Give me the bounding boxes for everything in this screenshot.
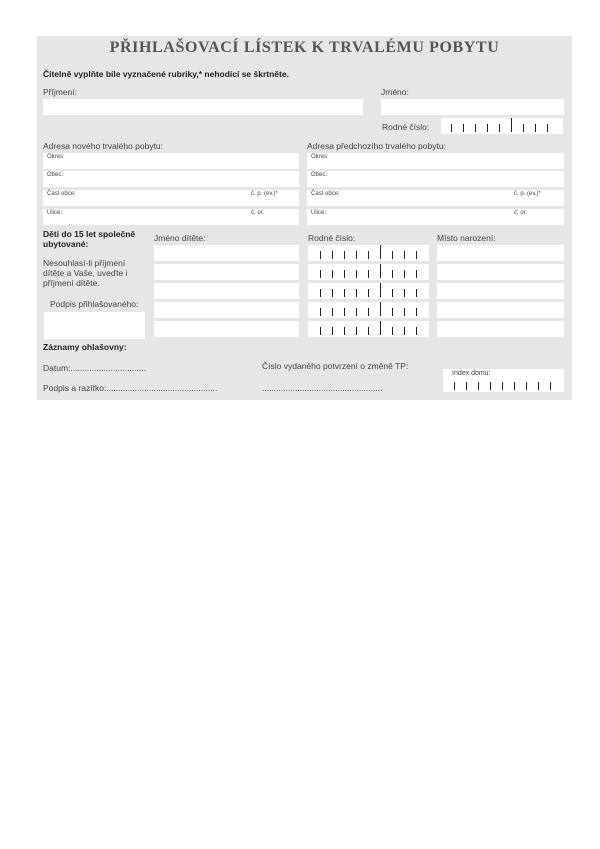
surname-input[interactable] [43,99,363,115]
child-name-col: Jméno dítěte: [154,233,206,243]
new-street-input[interactable] [43,209,299,225]
new-orient-no-label: č. or. [251,210,265,216]
house-index-label: Index domu: [452,370,491,377]
name-input[interactable] [381,99,564,115]
new-part-input[interactable] [43,190,299,206]
surname-label: Příjmení: [43,87,78,97]
tp-number-label: Číslo vydaného potvrzení o změně TP: [262,361,409,371]
new-municipality-label: Obec: [47,172,64,178]
new-district-label: Okres: [47,154,65,160]
prev-street-input[interactable] [307,209,564,225]
child-birthplace-input[interactable] [437,321,564,337]
child-birthplace-input[interactable] [437,264,564,280]
child-birthplace-input[interactable] [437,283,564,299]
prev-house-no-label: č. p. (ev.)* [514,191,541,197]
child-name-input[interactable] [154,245,299,261]
records-heading: Záznamy ohlašovny: [43,342,127,352]
child-birth-number-input[interactable] [308,302,429,318]
children-heading: Děti do 15 let společně ubytované: [43,229,136,249]
registration-form [37,36,572,400]
prev-municipality-label: Obec: [311,172,328,178]
child-birth-number-input[interactable] [308,245,429,261]
children-note: Nesouhlasí-li příjmení dítěte a Vaše, uveďte i příjmení dítěte. [43,258,128,288]
name-label: Jméno: [381,87,409,97]
new-address-heading: Adresa nového trvalého pobytu: [43,141,164,151]
prev-district-input[interactable] [307,153,564,169]
child-birthplace-col: Místo narození: [437,233,496,243]
prev-municipality-input[interactable] [307,171,564,187]
child-birthplace-input[interactable] [437,245,564,261]
child-birth-number-input[interactable] [308,283,429,299]
signature-input[interactable] [44,312,145,339]
signature-label: Podpis přihlašovaného: [50,299,139,309]
form-instruction: Čitelně vyplňte bíle vyznačené rubriky,* nehodící se škrtněte. [43,69,289,79]
child-birth-number-input[interactable] [308,321,429,337]
prev-part-label: Část obce: [311,191,340,197]
child-name-input[interactable] [154,302,299,318]
new-street-label: Ulice: [47,210,63,216]
house-index-input[interactable] [443,369,564,392]
new-house-no-label: č. p. (ev.)* [251,191,278,197]
new-municipality-input[interactable] [43,171,299,187]
form-title: PŘIHLAŠOVACÍ LÍSTEK K TRVALÉMU POBYTU [109,39,500,56]
tp-number-dots: ................................................... [262,383,383,393]
prev-address-heading: Adresa předchozího trvalého pobytu: [307,141,446,151]
prev-part-input[interactable] [307,190,564,206]
birth-number-input[interactable] [441,118,563,134]
prev-orient-no-label: č. or. [514,210,528,216]
child-name-input[interactable] [154,283,299,299]
new-district-input[interactable] [43,153,299,169]
child-birthplace-input[interactable] [437,302,564,318]
records-date: Datum:................................ [43,363,146,373]
new-part-label: Část obce: [47,191,76,197]
prev-street-label: Ulice: [311,210,327,216]
child-birth-number-input[interactable] [308,264,429,280]
records-stamp: Podpis a razítko:............................................... [43,383,218,393]
prev-district-label: Okres: [311,154,329,160]
child-name-input[interactable] [154,321,299,337]
child-name-input[interactable] [154,264,299,280]
child-birth-number-col: Rodné číslo: [308,233,356,243]
birth-number-label: Rodné číslo: [382,122,430,132]
